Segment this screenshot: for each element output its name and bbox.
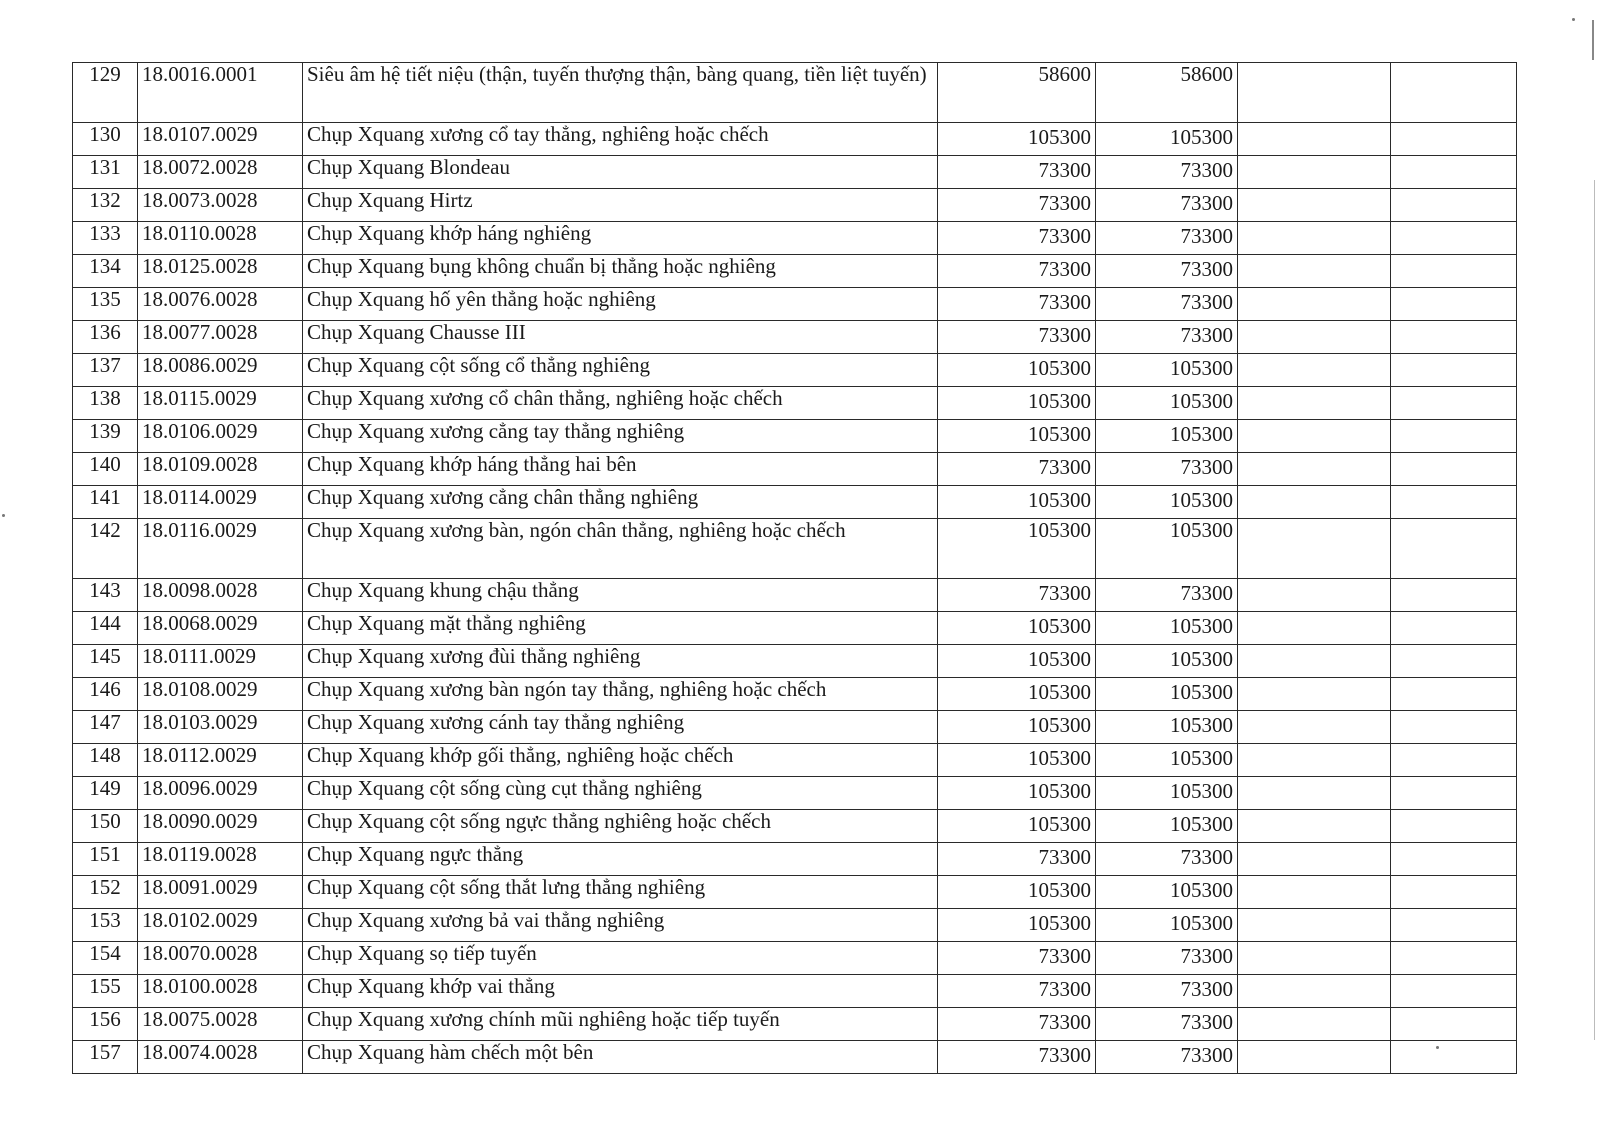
price-cell-1: 105300 <box>938 612 1096 645</box>
table-row <box>73 288 1517 321</box>
empty-cell-2 <box>1391 744 1517 777</box>
empty-cell-1 <box>1238 354 1391 387</box>
empty-cell-1 <box>1238 222 1391 255</box>
service-code: 18.0119.0028 <box>138 843 303 876</box>
service-name: Chụp Xquang sọ tiếp tuyến <box>303 942 938 975</box>
price-cell-1: 73300 <box>938 156 1096 189</box>
service-name: Chụp Xquang xương cổ tay thẳng, nghiêng hoặc chếch <box>303 123 938 156</box>
service-code: 18.0074.0028 <box>138 1041 303 1074</box>
price-cell-2: 73300 <box>1096 1041 1238 1074</box>
table-row <box>73 387 1517 420</box>
price-cell-2: 105300 <box>1096 123 1238 156</box>
service-name: Chụp Xquang xương chính mũi nghiêng hoặc tiếp tuyến <box>303 1008 938 1041</box>
price-cell-1: 105300 <box>938 876 1096 909</box>
empty-cell-2 <box>1391 222 1517 255</box>
service-code: 18.0102.0029 <box>138 909 303 942</box>
service-code: 18.0016.0001 <box>138 63 303 123</box>
service-code: 18.0086.0029 <box>138 354 303 387</box>
price-cell-1: 105300 <box>938 744 1096 777</box>
price-cell-1: 73300 <box>938 579 1096 612</box>
service-name: Chụp Xquang xương cẳng chân thẳng nghiêng <box>303 486 938 519</box>
empty-cell-2 <box>1391 354 1517 387</box>
table-row <box>73 744 1517 777</box>
service-name: Chụp Xquang khung chậu thẳng <box>303 579 938 612</box>
table-row <box>73 486 1517 519</box>
empty-cell-1 <box>1238 975 1391 1008</box>
table-row <box>73 354 1517 387</box>
price-cell-2: 73300 <box>1096 942 1238 975</box>
row-index: 153 <box>73 909 138 942</box>
table-row <box>73 975 1517 1008</box>
service-name: Chụp Xquang xương bàn ngón tay thẳng, nghiêng hoặc chếch <box>303 678 938 711</box>
service-name: Chụp Xquang ngực thẳng <box>303 843 938 876</box>
service-name: Chụp Xquang xương cổ chân thẳng, nghiêng hoặc chếch <box>303 387 938 420</box>
empty-cell-2 <box>1391 1008 1517 1041</box>
table-row <box>73 453 1517 486</box>
price-cell-1: 105300 <box>938 810 1096 843</box>
row-index: 138 <box>73 387 138 420</box>
empty-cell-1 <box>1238 843 1391 876</box>
empty-cell-2 <box>1391 321 1517 354</box>
table-row <box>73 321 1517 354</box>
service-code: 18.0070.0028 <box>138 942 303 975</box>
table-body <box>73 63 1517 1074</box>
empty-cell-1 <box>1238 453 1391 486</box>
table-row <box>73 678 1517 711</box>
price-cell-2: 105300 <box>1096 777 1238 810</box>
empty-cell-1 <box>1238 645 1391 678</box>
price-cell-2: 105300 <box>1096 420 1238 453</box>
empty-cell-1 <box>1238 579 1391 612</box>
empty-cell-1 <box>1238 123 1391 156</box>
price-cell-2: 73300 <box>1096 843 1238 876</box>
empty-cell-2 <box>1391 123 1517 156</box>
price-cell-1: 105300 <box>938 123 1096 156</box>
row-index: 154 <box>73 942 138 975</box>
empty-cell-2 <box>1391 288 1517 321</box>
empty-cell-1 <box>1238 876 1391 909</box>
empty-cell-1 <box>1238 486 1391 519</box>
price-cell-2: 105300 <box>1096 810 1238 843</box>
empty-cell-1 <box>1238 612 1391 645</box>
price-cell-2: 105300 <box>1096 678 1238 711</box>
table-row <box>73 1041 1517 1074</box>
row-index: 133 <box>73 222 138 255</box>
row-index: 156 <box>73 1008 138 1041</box>
price-cell-2: 105300 <box>1096 519 1238 579</box>
price-cell-1: 58600 <box>938 63 1096 123</box>
service-code: 18.0091.0029 <box>138 876 303 909</box>
price-cell-1: 105300 <box>938 777 1096 810</box>
service-name: Chụp Xquang khớp gối thẳng, nghiêng hoặc chếch <box>303 744 938 777</box>
empty-cell-1 <box>1238 255 1391 288</box>
service-name: Chụp Xquang bụng không chuẩn bị thẳng hoặc nghiêng <box>303 255 938 288</box>
price-cell-1: 73300 <box>938 189 1096 222</box>
row-index: 136 <box>73 321 138 354</box>
price-cell-2: 73300 <box>1096 975 1238 1008</box>
scan-speck <box>1572 18 1575 21</box>
service-name: Chụp Xquang cột sống ngực thẳng nghiêng hoặc chếch <box>303 810 938 843</box>
service-name: Chụp Xquang Chausse III <box>303 321 938 354</box>
price-cell-1: 105300 <box>938 678 1096 711</box>
empty-cell-1 <box>1238 1041 1391 1074</box>
price-cell-1: 105300 <box>938 909 1096 942</box>
price-cell-1: 105300 <box>938 645 1096 678</box>
empty-cell-2 <box>1391 909 1517 942</box>
row-index: 132 <box>73 189 138 222</box>
table-row <box>73 942 1517 975</box>
service-code: 18.0116.0029 <box>138 519 303 579</box>
price-cell-1: 105300 <box>938 354 1096 387</box>
empty-cell-1 <box>1238 156 1391 189</box>
empty-cell-2 <box>1391 612 1517 645</box>
service-name: Chụp Xquang cột sống cùng cụt thẳng nghiêng <box>303 777 938 810</box>
empty-cell-1 <box>1238 1008 1391 1041</box>
empty-cell-1 <box>1238 519 1391 579</box>
empty-cell-2 <box>1391 579 1517 612</box>
row-index: 129 <box>73 63 138 123</box>
service-name: Chụp Xquang Blondeau <box>303 156 938 189</box>
row-index: 141 <box>73 486 138 519</box>
empty-cell-1 <box>1238 942 1391 975</box>
table-row <box>73 909 1517 942</box>
price-cell-2: 105300 <box>1096 612 1238 645</box>
service-code: 18.0106.0029 <box>138 420 303 453</box>
empty-cell-1 <box>1238 777 1391 810</box>
row-index: 151 <box>73 843 138 876</box>
service-code: 18.0108.0029 <box>138 678 303 711</box>
service-code: 18.0096.0029 <box>138 777 303 810</box>
price-cell-2: 105300 <box>1096 744 1238 777</box>
price-cell-2: 73300 <box>1096 579 1238 612</box>
service-name: Chụp Xquang cột sống thắt lưng thẳng nghiêng <box>303 876 938 909</box>
price-cell-1: 73300 <box>938 843 1096 876</box>
table-row <box>73 810 1517 843</box>
row-index: 152 <box>73 876 138 909</box>
price-cell-1: 105300 <box>938 519 1096 579</box>
price-cell-1: 73300 <box>938 321 1096 354</box>
scan-speck <box>2 514 5 517</box>
table-row <box>73 156 1517 189</box>
price-cell-2: 105300 <box>1096 876 1238 909</box>
empty-cell-2 <box>1391 843 1517 876</box>
empty-cell-2 <box>1391 63 1517 123</box>
empty-cell-1 <box>1238 420 1391 453</box>
price-cell-2: 105300 <box>1096 909 1238 942</box>
service-name: Chụp Xquang Hirtz <box>303 189 938 222</box>
price-cell-2: 73300 <box>1096 453 1238 486</box>
service-code: 18.0090.0029 <box>138 810 303 843</box>
empty-cell-1 <box>1238 711 1391 744</box>
table-row <box>73 123 1517 156</box>
service-name: Chụp Xquang xương cẳng tay thẳng nghiêng <box>303 420 938 453</box>
price-cell-2: 105300 <box>1096 387 1238 420</box>
empty-cell-2 <box>1391 876 1517 909</box>
price-cell-2: 73300 <box>1096 222 1238 255</box>
row-index: 135 <box>73 288 138 321</box>
price-cell-2: 73300 <box>1096 189 1238 222</box>
empty-cell-2 <box>1391 387 1517 420</box>
empty-cell-2 <box>1391 645 1517 678</box>
row-index: 142 <box>73 519 138 579</box>
row-index: 134 <box>73 255 138 288</box>
price-cell-1: 73300 <box>938 1008 1096 1041</box>
table-row <box>73 1008 1517 1041</box>
row-index: 143 <box>73 579 138 612</box>
table-row <box>73 519 1517 579</box>
empty-cell-1 <box>1238 387 1391 420</box>
table-row <box>73 63 1517 123</box>
price-cell-2: 73300 <box>1096 321 1238 354</box>
empty-cell-2 <box>1391 1041 1517 1074</box>
service-code: 18.0115.0029 <box>138 387 303 420</box>
empty-cell-1 <box>1238 744 1391 777</box>
service-name: Chụp Xquang khớp háng thẳng hai bên <box>303 453 938 486</box>
table-row <box>73 255 1517 288</box>
price-cell-2: 73300 <box>1096 1008 1238 1041</box>
empty-cell-2 <box>1391 810 1517 843</box>
row-index: 146 <box>73 678 138 711</box>
price-cell-1: 73300 <box>938 453 1096 486</box>
service-code: 18.0109.0028 <box>138 453 303 486</box>
price-cell-1: 105300 <box>938 387 1096 420</box>
service-code: 18.0073.0028 <box>138 189 303 222</box>
table-row <box>73 420 1517 453</box>
service-code: 18.0076.0028 <box>138 288 303 321</box>
price-cell-1: 73300 <box>938 975 1096 1008</box>
service-name: Chụp Xquang xương bả vai thẳng nghiêng <box>303 909 938 942</box>
service-code: 18.0110.0028 <box>138 222 303 255</box>
empty-cell-1 <box>1238 63 1391 123</box>
empty-cell-2 <box>1391 420 1517 453</box>
price-cell-2: 105300 <box>1096 486 1238 519</box>
table-row <box>73 645 1517 678</box>
price-table <box>72 62 1517 1074</box>
table-row <box>73 876 1517 909</box>
price-cell-2: 105300 <box>1096 711 1238 744</box>
service-code: 18.0107.0029 <box>138 123 303 156</box>
row-index: 144 <box>73 612 138 645</box>
price-cell-1: 105300 <box>938 420 1096 453</box>
row-index: 150 <box>73 810 138 843</box>
empty-cell-2 <box>1391 486 1517 519</box>
price-cell-1: 73300 <box>938 255 1096 288</box>
price-cell-2: 73300 <box>1096 156 1238 189</box>
row-index: 145 <box>73 645 138 678</box>
service-code: 18.0103.0029 <box>138 711 303 744</box>
service-name: Chụp Xquang mặt thẳng nghiêng <box>303 612 938 645</box>
service-code: 18.0075.0028 <box>138 1008 303 1041</box>
row-index: 140 <box>73 453 138 486</box>
price-cell-2: 105300 <box>1096 354 1238 387</box>
table-row <box>73 843 1517 876</box>
service-name: Chụp Xquang cột sống cổ thẳng nghiêng <box>303 354 938 387</box>
table-row <box>73 711 1517 744</box>
row-index: 147 <box>73 711 138 744</box>
row-index: 131 <box>73 156 138 189</box>
table-row <box>73 612 1517 645</box>
empty-cell-2 <box>1391 711 1517 744</box>
empty-cell-1 <box>1238 321 1391 354</box>
service-code: 18.0114.0029 <box>138 486 303 519</box>
price-cell-1: 105300 <box>938 486 1096 519</box>
service-name: Chụp Xquang xương cánh tay thẳng nghiêng <box>303 711 938 744</box>
table-row <box>73 222 1517 255</box>
price-cell-1: 73300 <box>938 942 1096 975</box>
empty-cell-2 <box>1391 777 1517 810</box>
price-cell-2: 73300 <box>1096 255 1238 288</box>
scan-edge-mark <box>1594 180 1595 1040</box>
scan-edge-mark <box>1592 20 1594 60</box>
service-code: 18.0125.0028 <box>138 255 303 288</box>
service-code: 18.0100.0028 <box>138 975 303 1008</box>
service-name: Siêu âm hệ tiết niệu (thận, tuyến thượng thận, bàng quang, tiền liệt tuyến) <box>303 63 938 123</box>
row-index: 157 <box>73 1041 138 1074</box>
row-index: 130 <box>73 123 138 156</box>
row-index: 148 <box>73 744 138 777</box>
empty-cell-1 <box>1238 189 1391 222</box>
price-cell-1: 73300 <box>938 222 1096 255</box>
table-row <box>73 777 1517 810</box>
service-name: Chụp Xquang hố yên thẳng hoặc nghiêng <box>303 288 938 321</box>
row-index: 155 <box>73 975 138 1008</box>
empty-cell-2 <box>1391 453 1517 486</box>
price-cell-2: 73300 <box>1096 288 1238 321</box>
empty-cell-2 <box>1391 975 1517 1008</box>
service-code: 18.0112.0029 <box>138 744 303 777</box>
table-row <box>73 579 1517 612</box>
service-code: 18.0077.0028 <box>138 321 303 354</box>
service-name: Chụp Xquang khớp háng nghiêng <box>303 222 938 255</box>
empty-cell-1 <box>1238 909 1391 942</box>
row-index: 139 <box>73 420 138 453</box>
service-name: Chụp Xquang xương bàn, ngón chân thẳng, nghiêng hoặc chếch <box>303 519 938 579</box>
price-cell-1: 73300 <box>938 1041 1096 1074</box>
empty-cell-2 <box>1391 678 1517 711</box>
empty-cell-2 <box>1391 189 1517 222</box>
price-cell-1: 73300 <box>938 288 1096 321</box>
empty-cell-1 <box>1238 288 1391 321</box>
service-code: 18.0068.0029 <box>138 612 303 645</box>
service-name: Chụp Xquang xương đùi thẳng nghiêng <box>303 645 938 678</box>
service-name: Chụp Xquang hàm chếch một bên <box>303 1041 938 1074</box>
empty-cell-2 <box>1391 519 1517 579</box>
row-index: 149 <box>73 777 138 810</box>
table-row <box>73 189 1517 222</box>
empty-cell-1 <box>1238 810 1391 843</box>
price-cell-1: 105300 <box>938 711 1096 744</box>
empty-cell-1 <box>1238 678 1391 711</box>
service-code: 18.0111.0029 <box>138 645 303 678</box>
empty-cell-2 <box>1391 156 1517 189</box>
price-cell-2: 105300 <box>1096 645 1238 678</box>
service-code: 18.0098.0028 <box>138 579 303 612</box>
row-index: 137 <box>73 354 138 387</box>
service-code: 18.0072.0028 <box>138 156 303 189</box>
service-name: Chụp Xquang khớp vai thẳng <box>303 975 938 1008</box>
empty-cell-2 <box>1391 942 1517 975</box>
price-cell-2: 58600 <box>1096 63 1238 123</box>
empty-cell-2 <box>1391 255 1517 288</box>
